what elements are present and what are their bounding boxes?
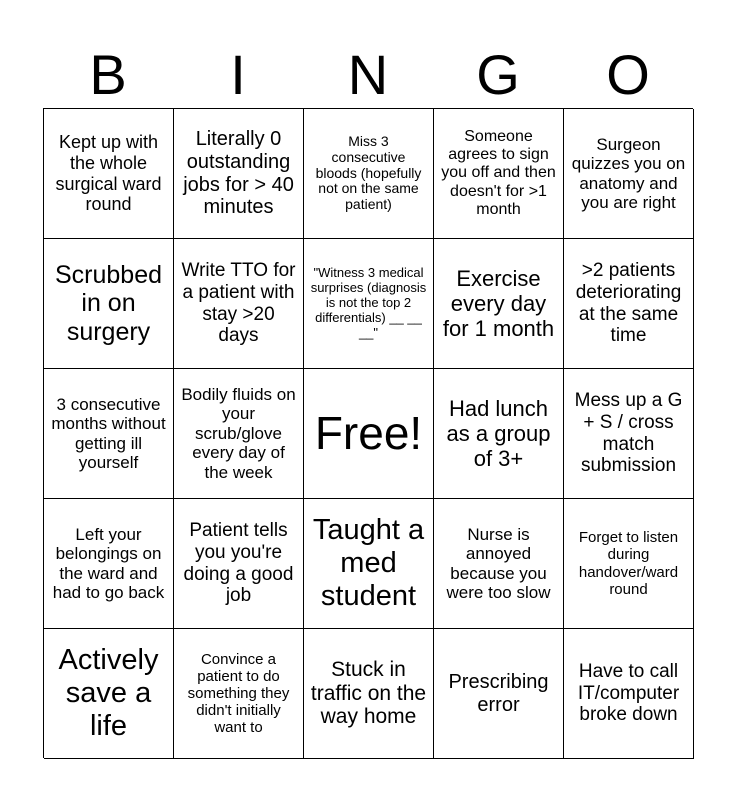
bingo-cell-r4-c3[interactable]: [304, 499, 434, 629]
bingo-cell-r1-c5[interactable]: [564, 109, 694, 239]
bingo-cell-r5-c5[interactable]: [564, 629, 694, 759]
header-letter-b: B: [89, 43, 127, 106]
bingo-cell-r1-c4[interactable]: [434, 109, 564, 239]
bingo-cell-r4-c5[interactable]: [564, 499, 694, 629]
bingo-cell-r5-c3[interactable]: [304, 629, 434, 759]
bingo-cell-label: Write TTO for a patient with stay >20 days: [181, 260, 296, 347]
bingo-cell-label: Left your belongings on the ward and had to go back: [52, 524, 165, 602]
bingo-cell-label: Stuck in traffic on the way home: [310, 657, 427, 729]
bingo-cell-r3-c5[interactable]: [564, 369, 694, 499]
bingo-cell-label: Mess up a G + S / cross match submission: [574, 390, 683, 477]
bingo-cell-r2-c1[interactable]: [44, 239, 174, 369]
bingo-cell-label: Exercise every day for 1 month: [442, 265, 555, 342]
header-letter-i: I: [230, 43, 246, 106]
bingo-cell-r1-c1[interactable]: [44, 109, 174, 239]
bingo-cell-r5-c4[interactable]: [434, 629, 564, 759]
bingo-cell-r3-c1[interactable]: [44, 369, 174, 499]
bingo-cell-label: Convince a patient to do something they didn't initially want to: [187, 650, 290, 737]
bingo-cell-r4-c2[interactable]: [174, 499, 304, 629]
bingo-cell-label: Actively save a life: [58, 643, 159, 743]
bingo-cell-r4-c1[interactable]: [44, 499, 174, 629]
header-letter-n: N: [347, 43, 389, 106]
bingo-cell-r4-c4[interactable]: [434, 499, 564, 629]
bingo-cell-r3-c4[interactable]: [434, 369, 564, 499]
bingo-cell-label: >2 patients deteriorating at the same time: [575, 260, 682, 347]
bingo-cell-r5-c2[interactable]: [174, 629, 304, 759]
bingo-cell-label: Scrubbed in on surgery: [54, 260, 163, 346]
bingo-cell-label: Forget to listen during handover/ward round: [578, 529, 679, 598]
bingo-cell-label: Surgeon quizzes you on anatomy and you are right: [571, 134, 686, 212]
free-space-cell[interactable]: [304, 369, 434, 499]
bingo-board: [43, 108, 693, 758]
bingo-cell-r1-c2[interactable]: [174, 109, 304, 239]
bingo-cell-label: Miss 3 consecutive bloods (hopefully not on the same patient): [315, 132, 422, 213]
bingo-cell-label: Kept up with the whole surgical ward round: [55, 132, 162, 215]
bingo-cell-label: Taught a med student: [312, 513, 425, 613]
bingo-cell-label: Prescribing error: [448, 670, 549, 716]
bingo-cell-label: Bodily fluids on your scrub/glove every day of the week: [181, 385, 296, 482]
bingo-cell-label: 3 consecutive months without getting ill yourself: [51, 394, 166, 472]
bingo-cell-r2-c3[interactable]: [304, 239, 434, 369]
header-letter-o: O: [606, 43, 650, 106]
bingo-cell-label: Someone agrees to sign you off and then doesn't for >1 month: [441, 127, 556, 218]
bingo-cell-r2-c5[interactable]: [564, 239, 694, 369]
bingo-cell-label: Free!: [314, 407, 423, 460]
bingo-header: [43, 42, 693, 108]
bingo-cell-r3-c2[interactable]: [174, 369, 304, 499]
bingo-cell-r5-c1[interactable]: [44, 629, 174, 759]
bingo-cell-label: Have to call IT/computer broke down: [577, 661, 680, 726]
bingo-cell-label: Had lunch as a group of 3+: [446, 395, 551, 472]
bingo-cell-r2-c4[interactable]: [434, 239, 564, 369]
bingo-cell-label: Patient tells you you're doing a good job: [183, 520, 294, 607]
bingo-cell-label: Literally 0 outstanding jobs for > 40 minutes: [183, 127, 294, 219]
bingo-cell-label: Nurse is annoyed because you were too slow: [446, 524, 551, 602]
bingo-cell-r1-c3[interactable]: [304, 109, 434, 239]
bingo-cell-label: "Witness 3 medical surprises (diagnosis is not the top 2 differentials) __ __ __": [310, 265, 427, 340]
bingo-cell-r2-c2[interactable]: [174, 239, 304, 369]
header-letter-g: G: [476, 43, 520, 106]
